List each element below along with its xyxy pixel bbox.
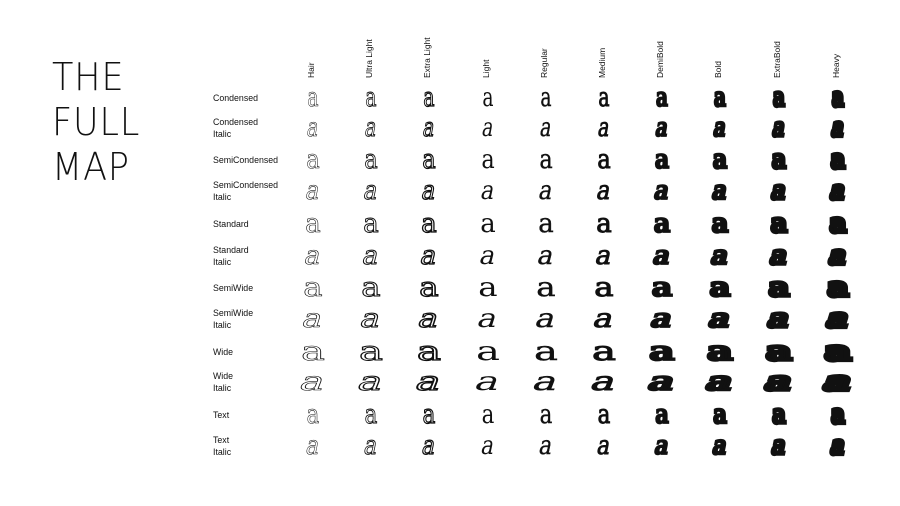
row-label-11: Text Italic [213, 435, 232, 457]
glyph-cell: a [361, 431, 381, 461]
glyph-cell: a [537, 113, 555, 143]
glyph-cell: a [655, 400, 669, 430]
glyph-cell: a [760, 367, 798, 397]
glyph-cell: a [643, 367, 681, 397]
glyph-cell: a [365, 83, 377, 113]
glyph-cell: a [482, 83, 494, 113]
glyph-cell: a [594, 431, 614, 461]
glyph-cell: a [598, 83, 610, 113]
glyph-cell: a [303, 273, 323, 303]
row-label-3: SemiCondensed Italic [213, 180, 279, 202]
glyph-cell: a [830, 145, 846, 175]
glyph-cell: a [591, 337, 617, 367]
glyph-cell: a [305, 209, 321, 239]
glyph-cell: a [414, 304, 444, 334]
glyph-cell: a [819, 367, 857, 397]
glyph-cell: a [651, 176, 673, 206]
glyph-cell: a [589, 304, 619, 334]
glyph-cell: a [533, 337, 559, 367]
glyph-cell: a [364, 400, 378, 430]
weight-label-2: Extra Light [422, 37, 432, 78]
glyph-cell: a [822, 304, 854, 334]
glyph-cell: a [538, 209, 554, 239]
glyph-cell: a [825, 241, 851, 271]
glyph-cell: a [303, 176, 323, 206]
glyph-cell: a [709, 176, 731, 206]
glyph-cell: a [827, 273, 849, 303]
glyph-cell: a [594, 273, 614, 303]
glyph-cell: a [416, 337, 442, 367]
glyph-cell: a [306, 145, 320, 175]
glyph-cell: a [768, 176, 790, 206]
glyph-cell: a [828, 431, 848, 461]
glyph-cell: a [824, 337, 852, 367]
glyph-cell: a [478, 176, 498, 206]
glyph-cell: a [707, 241, 733, 271]
weight-label-6: DemiBold [655, 41, 665, 78]
glyph-cell: a [539, 145, 553, 175]
row-label-6: SemiWide [213, 283, 254, 293]
glyph-cell: a [306, 400, 320, 430]
glyph-cell: a [706, 337, 734, 367]
glyph-cell: a [765, 337, 793, 367]
glyph-cell: a [359, 241, 383, 271]
weight-label-4: Regular [539, 48, 549, 78]
glyph-cell: a [766, 241, 792, 271]
glyph-cell: a [770, 209, 788, 239]
glyph-cell: a [829, 209, 847, 239]
glyph-cell: a [295, 367, 331, 397]
glyph-cell: a [481, 145, 495, 175]
weight-label-1: Ultra Light [364, 39, 374, 78]
glyph-cell: a [710, 431, 730, 461]
glyph-cell: a [353, 367, 389, 397]
weight-label-5: Medium [597, 47, 607, 78]
glyph-cell: a [422, 400, 436, 430]
glyph-cell: a [592, 241, 616, 271]
glyph-cell: a [358, 337, 384, 367]
weight-label-7: Bold [713, 60, 723, 78]
glyph-cell: a [829, 113, 847, 143]
glyph-cell: a [475, 337, 501, 367]
glyph-cell: a [768, 273, 790, 303]
glyph-cell: a [528, 367, 564, 397]
row-label-0: Condensed [213, 93, 258, 103]
glyph-cell: a [481, 400, 495, 430]
glyph-cell: a [772, 83, 786, 113]
glyph-cell: a [763, 304, 795, 334]
glyph-cell: a [361, 273, 381, 303]
glyph-cell: a [713, 83, 727, 113]
glyph-cell: a [654, 145, 670, 175]
row-label-7: SemiWide Italic [213, 308, 254, 330]
glyph-cell: a [304, 113, 322, 143]
glyph-cell: a [704, 304, 736, 334]
glyph-cell: a [769, 431, 789, 461]
title-line-1: THE [52, 55, 125, 99]
glyph-cell: a [423, 83, 435, 113]
title-line-3: MAP [52, 145, 130, 189]
glyph-cell: a [419, 273, 439, 303]
glyph-cell: a [711, 209, 729, 239]
glyph-cell: a [595, 113, 613, 143]
title-line-2: FULL [52, 100, 141, 144]
glyph-cell: a [648, 337, 676, 367]
glyph-cell: a [653, 209, 671, 239]
glyph-cell: a [300, 337, 326, 367]
glyph-cell: a [478, 431, 498, 461]
glyph-cell: a [480, 209, 496, 239]
glyph-cell: a [651, 273, 673, 303]
glyph-cell: a [586, 367, 622, 397]
glyph-cell: a [594, 176, 614, 206]
glyph-cell: a [536, 431, 556, 461]
glyph-cell: a [831, 400, 845, 430]
glyph-cell: a [361, 176, 381, 206]
glyph-cell: a [411, 367, 447, 397]
glyph-cell: a [540, 83, 552, 113]
row-label-2: SemiCondensed [213, 155, 279, 165]
glyph-cell: a [417, 241, 441, 271]
glyph-cell: a [772, 400, 786, 430]
glyph-cell: a [307, 83, 319, 113]
glyph-cell: a [419, 431, 439, 461]
glyph-cell: a [536, 176, 556, 206]
row-label-8: Wide [213, 347, 234, 357]
glyph-cell: a [597, 400, 611, 430]
glyph-cell: a [713, 400, 727, 430]
glyph-cell: a [419, 176, 439, 206]
glyph-cell: a [711, 113, 729, 143]
row-label-1: Condensed Italic [213, 117, 258, 139]
glyph-cell: a [770, 113, 788, 143]
glyph-cell: a [479, 113, 497, 143]
glyph-cell: a [473, 304, 503, 334]
glyph-cell: a [701, 367, 739, 397]
glyph-cell: a [771, 145, 787, 175]
glyph-cell: a [831, 83, 845, 113]
glyph-cell: a [303, 431, 323, 461]
weight-label-8: ExtraBold [772, 41, 782, 78]
glyph-cell: a [712, 145, 728, 175]
glyph-cell: a [652, 431, 672, 461]
glyph-cell: a [597, 145, 611, 175]
row-label-4: Standard [213, 219, 249, 229]
glyph-cell: a [356, 304, 386, 334]
glyph-cell: a [301, 241, 325, 271]
glyph-cell: a [362, 113, 380, 143]
glyph-cell: a [478, 273, 498, 303]
glyph-cell: a [827, 176, 849, 206]
glyph-cell: a [422, 145, 436, 175]
glyph-cell: a [476, 241, 500, 271]
glyph-cell: a [536, 273, 556, 303]
glyph-cell: a [655, 83, 669, 113]
row-label-10: Text [213, 410, 230, 420]
glyph-cell: a [596, 209, 612, 239]
row-label-5: Standard Italic [213, 245, 249, 267]
glyph-cell: a [421, 209, 437, 239]
glyph-cell: a [649, 241, 675, 271]
glyph-cell: a [709, 273, 731, 303]
glyph-cell: a [646, 304, 678, 334]
row-label-9: Wide Italic [213, 371, 234, 393]
glyph-cell: a [298, 304, 328, 334]
glyph-cell: a [539, 400, 553, 430]
glyph-cell: a [363, 209, 379, 239]
weight-label-0: Hair [306, 62, 316, 78]
glyph-cell: a [534, 241, 558, 271]
weight-label-9: Heavy [831, 53, 841, 78]
glyph-cell: a [531, 304, 561, 334]
glyph-cell: a [420, 113, 438, 143]
weight-label-3: Light [481, 59, 491, 78]
glyph-cell: a [653, 113, 671, 143]
glyph-cell: a [364, 145, 378, 175]
glyph-cell: a [470, 367, 506, 397]
